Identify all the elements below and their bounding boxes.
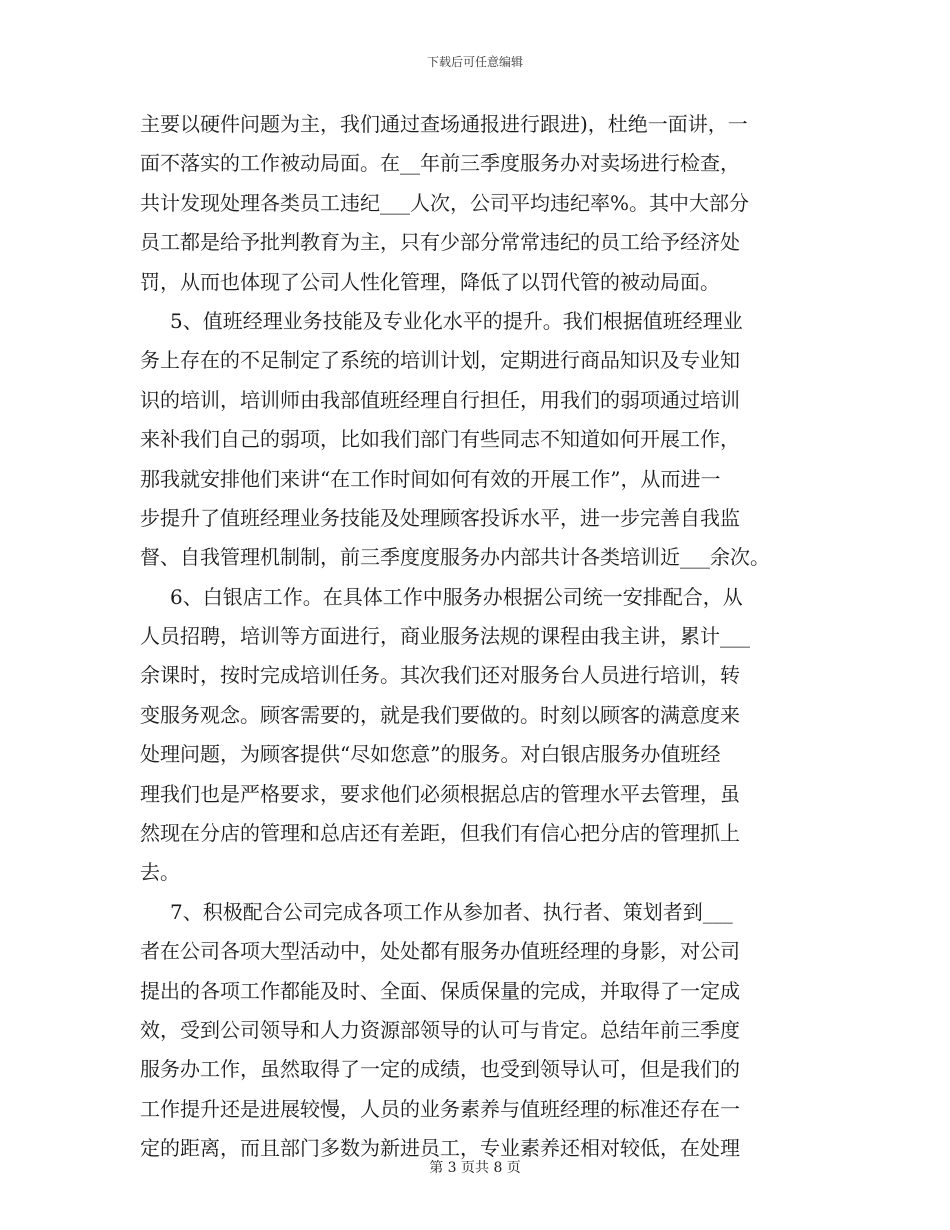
text-line: 识的培训，培训师由我部值班经理自行担任，用我们的弱项通过培训 [140, 387, 740, 412]
text-line: 共计发现处理各类员工违纪___人次，公司平均违纪率%。其中大部分 [140, 190, 750, 215]
text-line: 步提升了值班经理业务技能及处理顾客投诉水平，进一步完善自我监 [140, 505, 740, 530]
text-line: 者在公司各项大型活动中，处处都有服务办值班经理的身影，对公司 [140, 939, 740, 964]
text-line: 处理问题，为顾客提供“尽如您意”的服务。对白银店服务办值班经 [140, 742, 721, 767]
text-line: 督、自我管理机制制，前三季度度服务办内部共计各类培训近___余次。 [140, 545, 770, 570]
text-line: 然现在分店的管理和总店还有差距，但我们有信心把分店的管理抓上 [140, 821, 740, 846]
text-line: 罚，从而也体现了公司人性化管理，降低了以罚代管的被动局面。 [140, 269, 720, 294]
text-line: 余课时，按时完成培训任务。其次我们还对服务台人员进行培训，转 [140, 663, 740, 688]
text-line: 5、值班经理业务技能及专业化水平的提升。我们根据值班经理业 [170, 308, 743, 333]
text-line: 工作提升还是进展较慢，人员的业务素养与值班经理的标准还存在一 [140, 1096, 740, 1121]
text-line: 7、积极配合公司完成各项工作从参加者、执行者、策划者到___ [170, 899, 733, 924]
text-line: 效，受到公司领导和人力资源部领导的认可与肯定。总结年前三季度 [140, 1017, 740, 1042]
text-line: 6、白银店工作。在具体工作中服务办根据公司统一安排配合，从 [170, 584, 743, 609]
text-line: 变服务观念。顾客需要的，就是我们要做的。时刻以顾客的满意度来 [140, 702, 740, 727]
text-line: 去。 [140, 860, 180, 885]
page-footer: 第 3 页共 8 页 [429, 1160, 521, 1176]
text-line: 提出的各项工作都能及时、全面、保质保量的完成，并取得了一定成 [140, 978, 740, 1003]
text-line: 服务办工作，虽然取得了一定的成绩，也受到领导认可，但是我们的 [140, 1057, 740, 1082]
text-line: 定的距离，而且部门多数为新进员工，专业素养还相对较低，在处理 [140, 1136, 740, 1161]
text-line: 理我们也是严格要求，要求他们必须根据总店的管理水平去管理，虽 [140, 781, 740, 806]
text-line: 人员招聘，培训等方面进行，商业服务法规的课程由我主讲，累计___ [140, 624, 750, 649]
document-body [140, 105, 840, 1169]
text-line: 面不落实的工作被动局面。在__年前三季度服务办对卖场进行检查， [140, 151, 740, 176]
text-line: 来补我们自己的弱项，比如我们部门有些同志不知道如何开展工作， [140, 427, 740, 452]
page-header: 下载后可任意编辑 [426, 55, 523, 69]
text-line: 那我就安排他们来讲“在工作时间如何有效的开展工作”，从而进一 [140, 466, 721, 491]
text-line: 主要以硬件问题为主，我们通过查场通报进行跟进)，杜绝一面讲，一 [140, 112, 748, 136]
text-line: 员工都是给予批判教育为主，只有少部分常常违纪的员工给予经济处 [140, 230, 740, 255]
text-line: 务上存在的不足制定了系统的培训计划，定期进行商品知识及专业知 [140, 348, 740, 373]
